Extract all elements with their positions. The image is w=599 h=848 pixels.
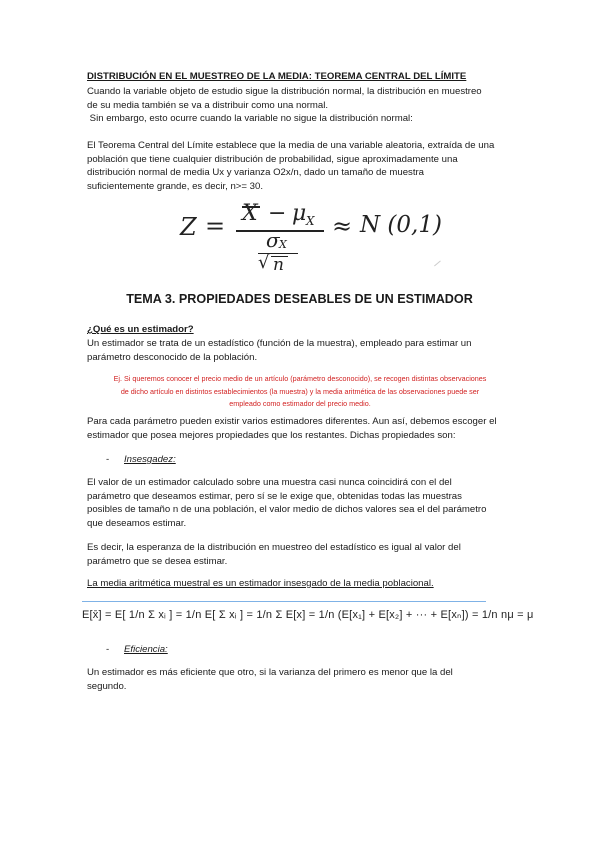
intro-line: Cuando la variable objeto de estudio sigue la distribución normal, la distribución en muestreo xyxy=(87,86,482,97)
propiedades-paragraph xyxy=(87,415,517,442)
formula-sigma: σ xyxy=(266,228,280,252)
esperanza-paragraph xyxy=(87,541,517,568)
formula-minus: − xyxy=(268,201,287,226)
insesgadez-line: posibles de tamaño n de una población, el valor medio de dichos valores sea el del parámetro xyxy=(87,504,487,516)
tcl-line: población que tiene cualquier distribución de probabilidad, sigue aproximadamente una xyxy=(87,153,458,165)
propiedades-line: Para cada parámetro pueden existir varios estimadores diferentes. Aun así, debemos escoger el xyxy=(87,416,497,427)
formula-approx: ≈ xyxy=(332,212,353,240)
formula-top-line xyxy=(82,601,486,602)
formula-x: X xyxy=(242,201,258,226)
bullet-dash: - xyxy=(106,454,110,465)
que-es-title: ¿Qué es un estimador? xyxy=(87,324,194,335)
formula-sigma-sub: X xyxy=(279,238,287,251)
media-insesgada-statement: La media aritmética muestral es un estimador insesgado de la media poblacional. xyxy=(87,578,434,589)
formula-sqrt: √ xyxy=(258,252,270,273)
esperanza-line: parámetro que se desea estimar. xyxy=(87,555,228,567)
formula-mu-sub: X xyxy=(306,214,315,228)
propiedades-line: estimador que posea mejores propiedades que los restantes. Dichas propiedades son: xyxy=(87,429,456,441)
formula-mu: μ xyxy=(292,201,307,226)
insesgadez-line: El valor de un estimador calculado sobre una muestra casi nunca coincidirá con el del xyxy=(87,477,452,488)
esperanza-line: Es decir, la esperanza de la distribución en muestreo del estadístico es igual al valor del xyxy=(87,542,461,553)
insesgadez-line: que deseamos estimar. xyxy=(87,517,187,529)
tema-title: TEMA 3. PROPIEDADES DESEABLES DE UN ESTIMADOR xyxy=(126,292,473,306)
insesgadez-line: parámetro que deseamos estimar, pero sí se le exige que, obtenidas todas las muestras xyxy=(87,490,462,502)
example-note xyxy=(100,373,500,411)
eficiencia-paragraph xyxy=(87,666,517,693)
intro-line: Sin embargo, esto ocurre cuando la variable no sigue la distribución normal: xyxy=(87,113,413,125)
intro-line: de su media también se va a distribuir como una normal. xyxy=(87,99,329,111)
expectation-formula: E[x̄] = E[ 1/n Σ xᵢ ] = 1/n E[ Σ xᵢ ] = 1/n Σ E[x] = 1/n (E[x₁] + E[x₂] + ··· + E[xₙ]) = 1/n nμ = μ xyxy=(82,609,534,621)
tcl-paragraph xyxy=(87,139,517,193)
insesgadez-label: Insesgadez: xyxy=(124,454,176,465)
bullet-dash: - xyxy=(106,644,110,655)
eficiencia-line: segundo. xyxy=(87,680,127,692)
example-line: empleado como estimador del precio medio. xyxy=(229,399,371,409)
section-title: DISTRIBUCIÓN EN EL MUESTREO DE LA MEDIA: TEOREMA CENTRAL DEL LÍMITE xyxy=(87,71,467,82)
tcl-line: El Teorema Central del Límite establece que la media de una variable aleatoria, extraída de una xyxy=(87,140,495,151)
definition-line: Un estimador se trata de un estadístico (función de la muestra), empleado para estimar un xyxy=(87,338,472,349)
estimador-definition xyxy=(87,337,517,364)
eficiencia-label: Eficiencia: xyxy=(124,644,168,655)
clt-formula xyxy=(180,200,450,275)
tcl-line: distribución normal de media Ux y varianza O2x/n, dado un tamaño de muestra xyxy=(87,167,425,179)
tcl-line: suficientemente grande, es decir, n>= 30. xyxy=(87,180,263,192)
formula-n: n xyxy=(273,255,284,275)
formula-fraction-bar xyxy=(236,230,324,232)
formula-normal: N (0,1) xyxy=(360,212,442,238)
example-line: Ej. Si queremos conocer el precio medio de un artículo (parámetro desconocido), se recogen distintas observaciones xyxy=(113,374,487,383)
intro-paragraph xyxy=(87,85,517,126)
formula-equals: = xyxy=(205,212,226,240)
insesgadez-paragraph xyxy=(87,476,517,530)
definition-line: parámetro desconocido de la población. xyxy=(87,351,258,363)
formula-z: Z xyxy=(180,213,197,241)
eficiencia-line: Un estimador es más eficiente que otro, si la varianza del primero es menor que la del xyxy=(87,667,453,678)
example-line: de dicho artículo en distintos establecimientos (la muestra) y la media aritmética de las observaciones puede ser xyxy=(120,386,480,396)
